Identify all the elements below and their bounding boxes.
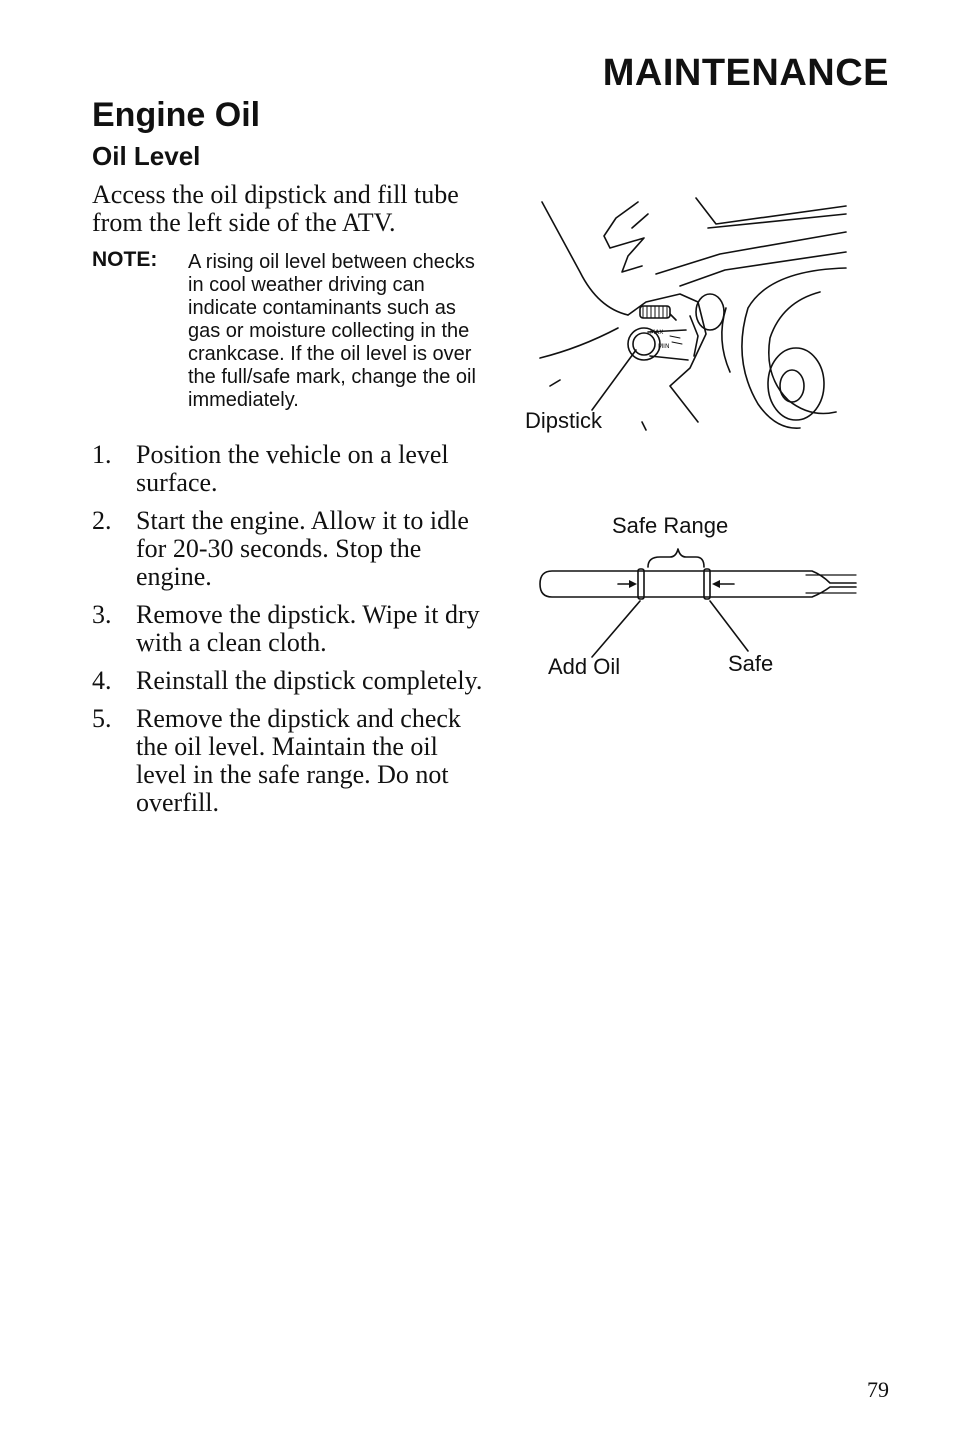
step-text: Remove the dipstick. Wipe it dry with a clean cloth. (136, 600, 480, 657)
section-subtitle: Oil Level (92, 141, 201, 171)
step-text: Remove the dipstick and check the oil level. Maintain the oil level in the safe range. Do not overfill. (136, 704, 461, 817)
dipstick-range-diagram (530, 545, 870, 665)
page-number: 79 (867, 1377, 889, 1402)
step-number: 2. (92, 506, 112, 535)
list-item (92, 667, 492, 695)
step-number: 4. (92, 666, 112, 695)
step-text: Start the engine. Allow it to idle for 20-30 seconds. Stop the engine. (136, 506, 469, 591)
list-item (92, 705, 492, 817)
add-oil-label: Add Oil (548, 654, 621, 679)
procedure-steps (92, 441, 492, 827)
list-item (92, 441, 492, 497)
min-mark-label: MIN (658, 343, 670, 350)
note-text: A rising oil level between checks in cool weather driving can indicate contaminants such as gas or moisture collecting in the crankcase. If the oil level is over the full/safe mark, change the oil immediately. (188, 251, 476, 411)
list-item (92, 507, 492, 591)
step-text: Reinstall the dipstick completely. (136, 666, 483, 695)
safe-label: Safe (728, 651, 774, 676)
safe-range-label: Safe Range (612, 513, 729, 538)
note-label: NOTE: (92, 248, 158, 271)
step-text: Position the vehicle on a level surface. (136, 440, 449, 497)
list-item (92, 601, 492, 657)
step-number: 3. (92, 600, 112, 629)
max-mark-label: MAX (650, 329, 664, 336)
dipstick-location-illustration (520, 190, 860, 440)
step-number: 1. (92, 440, 112, 469)
step-number: 5. (92, 704, 112, 733)
dipstick-label: Dipstick (525, 408, 603, 433)
page-title: Engine Oil (92, 96, 261, 134)
intro-paragraph: Access the oil dipstick and fill tube from the left side of the ATV. (92, 180, 459, 237)
section-header: MAINTENANCE (602, 52, 889, 94)
